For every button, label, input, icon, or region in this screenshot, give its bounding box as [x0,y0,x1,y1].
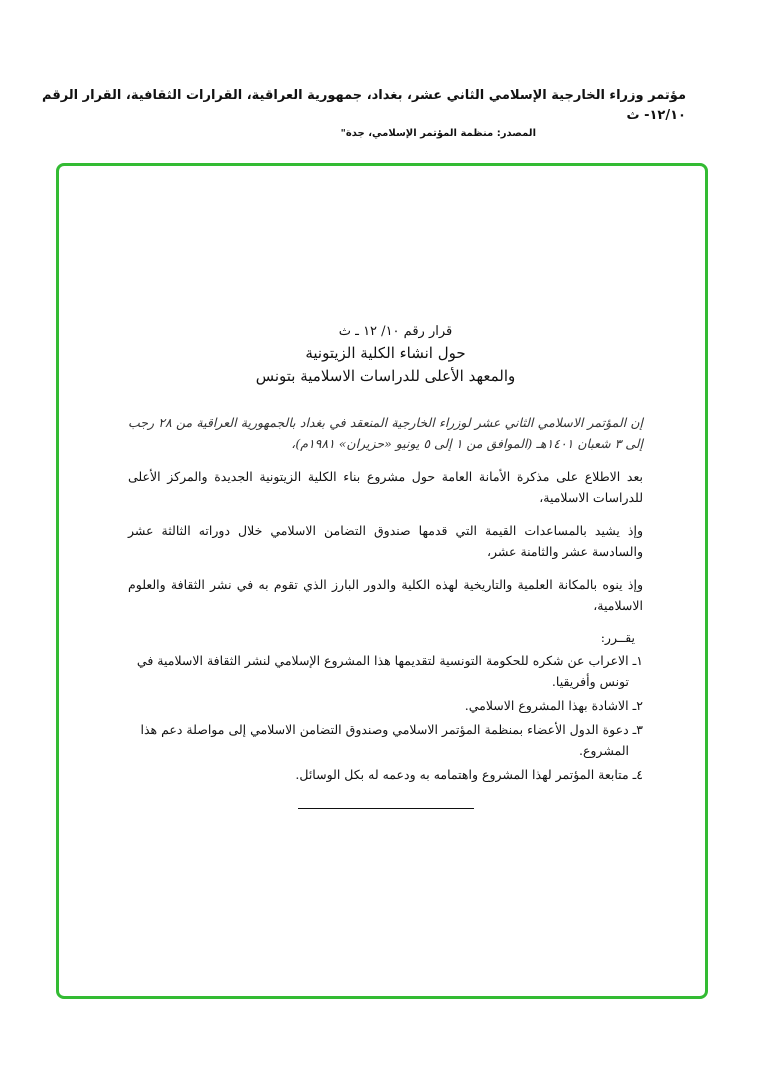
resolution-paragraph-2: وإذ يشيد بالمساعدات القيمة التي قدمها صندوق التضامن الاسلامي خلال دوراته الثالثة عشر والسادسة عشر والثامنة عشر، [128,523,643,559]
resolution-item-3: ٣ـ دعوة الدول الأعضاء بمنظمة المؤتمر الاسلامي وصندوق التضامن الاسلامي إلى مواصلة دعم هذا المشروع. [140,722,643,758]
resolution-preamble: إن المؤتمر الاسلامي الثاني عشر لوزراء الخارجية المنعقد في بغداد بالجمهورية العراقية من ٢٨ رجب إلى ٣ شعبان ١٤٠١هـ (الموافق من ١ إلى ٥ يونيو «حزيران» ١٩٨١م)، [128,415,644,451]
resolution-number: قرار رقم ١٠/ ١٢ ـ ث [338,324,453,339]
resolution-text [128,322,643,788]
resolution-decides: يقــرر: [600,630,635,645]
closing-divider [298,808,474,809]
resolution-item-4: ٤ـ متابعة المؤتمر لهذا المشروع واهتمامه به ودعمه له بكل الوسائل. [295,767,643,782]
resolution-item-1: ١ـ الاعراب عن شكره للحكومة التونسية لتقديمها هذا المشروع الإسلامي لنشر الثقافة الاسلامية في تونس وأفريقيا. [136,653,643,689]
resolution-title-line-2: والمعهد الأعلى للدراسات الاسلامية بتونس [255,367,516,385]
document-title: مؤتمر وزراء الخارجية الإسلامي الثاني عشر، بغداد، جمهورية العراقية، القرارات الثقافية، القرار الرقم ١٢/١٠- ث [42,88,686,123]
page-header [40,86,686,142]
resolution-item-2: ٢ـ الاشادة بهذا المشروع الاسلامي. [464,698,643,713]
resolution-paragraph-1: بعد الاطلاع على مذكرة الأمانة العامة حول مشروع بناء الكلية الزيتونية الجديدة والمركز الأعلى للدراسات الاسلامية، [128,469,643,505]
resolution-title-line-1: حول انشاء الكلية الزيتونية [305,344,466,362]
document-source: المصدر: منظمة المؤتمر الإسلامي، جدة" [340,128,536,139]
resolution-paragraph-3: وإذ ينوه بالمكانة العلمية والتاريخية لهذه الكلية والدور البارز الذي تقوم به في نشر الثقافة والعلوم الاسلامية، [128,577,643,613]
resolution-heading [128,322,643,388]
